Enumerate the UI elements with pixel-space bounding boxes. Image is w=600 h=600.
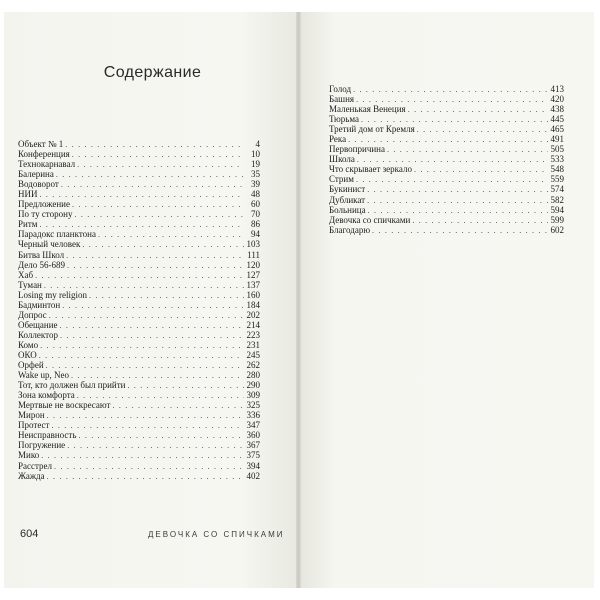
toc-leader-dots bbox=[72, 200, 244, 210]
toc-entry bbox=[329, 114, 564, 124]
toc-entry bbox=[18, 370, 260, 380]
toc-entry bbox=[18, 400, 260, 410]
toc-entry-page: 35 bbox=[251, 169, 260, 180]
toc-entry bbox=[329, 164, 564, 174]
toc-entry-title: Протест bbox=[18, 420, 50, 431]
toc-entry-title: Неисправность bbox=[18, 430, 77, 441]
toc-entry-title: По ту сторону bbox=[18, 209, 73, 220]
toc-entry-title: Объект № 1 bbox=[18, 139, 64, 149]
toc-entry-title: Башня bbox=[329, 94, 355, 105]
toc-entry-page: 48 bbox=[251, 189, 260, 200]
toc-entry bbox=[18, 300, 260, 310]
toc-entry-title: Парадокс планктона bbox=[18, 229, 96, 240]
toc-leader-dots bbox=[414, 165, 548, 175]
toc-entry-page: 137 bbox=[246, 279, 260, 290]
toc-leader-dots bbox=[372, 226, 548, 236]
toc-entry-page: 280 bbox=[246, 370, 260, 381]
toc-entry-title: НИИ bbox=[18, 189, 38, 200]
book-gutter bbox=[296, 12, 301, 588]
toc-entry bbox=[329, 184, 564, 194]
toc-entry-title: Тюрьма bbox=[329, 114, 360, 125]
toc-entry bbox=[18, 290, 260, 300]
toc-leader-dots bbox=[387, 145, 548, 155]
toc-entry bbox=[18, 199, 260, 209]
toc-entry-page: 160 bbox=[246, 289, 260, 300]
toc-entry-title: Дело 56-689 bbox=[18, 259, 65, 270]
toc-leader-dots bbox=[47, 411, 244, 421]
toc-entry-title: Конференция bbox=[18, 149, 70, 160]
toc-right-column bbox=[329, 84, 564, 235]
toc-entry bbox=[329, 154, 564, 164]
toc-leader-dots bbox=[35, 271, 244, 281]
toc-leader-dots bbox=[417, 125, 548, 135]
toc-leader-dots bbox=[65, 140, 244, 150]
toc-entry bbox=[18, 430, 260, 440]
toc-entry-title: Букинист bbox=[329, 184, 366, 195]
toc-entry-title: Мико bbox=[18, 450, 40, 461]
toc-entry bbox=[329, 215, 564, 225]
toc-entry bbox=[18, 139, 260, 149]
toc-leader-dots bbox=[67, 261, 244, 271]
toc-entry bbox=[329, 124, 564, 134]
toc-entry bbox=[18, 169, 260, 179]
toc-entry-page: 491 bbox=[550, 134, 564, 145]
toc-entry-title: Мертвые не воскресают bbox=[18, 400, 111, 411]
toc-entry-title: Третий дом от Кремля bbox=[329, 124, 415, 135]
toc-entry-title: Река bbox=[329, 134, 347, 145]
toc-entry bbox=[329, 205, 564, 215]
toc-entry-page: 336 bbox=[246, 410, 260, 421]
toc-leader-dots bbox=[72, 150, 244, 160]
toc-entry-page: 120 bbox=[246, 259, 260, 270]
toc-entry-title: Дубликат bbox=[329, 194, 366, 205]
toc-entry-title: Допрос bbox=[18, 309, 47, 320]
toc-entry-page: 70 bbox=[251, 209, 260, 220]
toc-entry-title: Обещание bbox=[18, 319, 58, 330]
toc-entry-title: Предложение bbox=[18, 199, 70, 210]
toc-entry-title: Голод bbox=[329, 84, 352, 94]
toc-entry-page: 19 bbox=[251, 159, 260, 170]
toc-leader-dots bbox=[39, 351, 244, 361]
toc-entry-page: 445 bbox=[550, 114, 564, 125]
toc-entry-title: Коллектор bbox=[18, 329, 58, 340]
toc-entry bbox=[18, 380, 260, 390]
toc-entry-page: 223 bbox=[246, 329, 260, 340]
toc-entry-title: Девочка со спичками bbox=[329, 214, 411, 225]
toc-leader-dots bbox=[60, 321, 244, 331]
toc-entry-title: Первопричина bbox=[329, 144, 385, 155]
toc-leader-dots bbox=[98, 230, 244, 240]
toc-entry-page: 599 bbox=[550, 214, 564, 225]
toc-leader-dots bbox=[51, 421, 244, 431]
toc-entry bbox=[18, 330, 260, 340]
toc-leader-dots bbox=[54, 462, 244, 472]
toc-entry-title: Орфей bbox=[18, 360, 44, 371]
toc-entry bbox=[329, 94, 564, 104]
toc-leader-dots bbox=[40, 190, 245, 200]
toc-entry-page: 394 bbox=[246, 460, 260, 471]
toc-entry-title: Расстрел bbox=[18, 460, 53, 471]
toc-entry bbox=[18, 340, 260, 350]
toc-entry-title: Больница bbox=[329, 204, 366, 215]
toc-leader-dots bbox=[46, 361, 244, 371]
toc-entry-page: 559 bbox=[550, 174, 564, 185]
toc-entry bbox=[18, 310, 260, 320]
toc-entry-page: 360 bbox=[246, 430, 260, 441]
toc-entry-title: Маленькая Венеция bbox=[329, 104, 406, 115]
toc-entry-page: 594 bbox=[550, 204, 564, 215]
toc-entry bbox=[18, 149, 260, 159]
toc-entry-title: Losing my religion bbox=[18, 289, 87, 300]
toc-entry bbox=[18, 440, 260, 450]
toc-leader-dots bbox=[66, 251, 244, 261]
toc-leader-dots bbox=[56, 170, 244, 180]
toc-entry-page: 420 bbox=[550, 94, 564, 105]
toc-entry-title: Черный человек bbox=[18, 239, 81, 250]
toc-leader-dots bbox=[356, 175, 548, 185]
toc-entry bbox=[18, 461, 260, 471]
toc-entry-title: Благодарю bbox=[329, 224, 371, 235]
toc-entry bbox=[329, 195, 564, 205]
toc-leader-dots bbox=[367, 196, 548, 206]
toc-entry-title: Балерина bbox=[18, 169, 54, 180]
toc-leader-dots bbox=[127, 381, 244, 391]
toc-entry bbox=[18, 179, 260, 189]
toc-entry-page: 413 bbox=[550, 84, 564, 94]
toc-entry bbox=[329, 144, 564, 154]
toc-left-column bbox=[18, 139, 260, 481]
toc-leader-dots bbox=[61, 180, 244, 190]
toc-entry bbox=[18, 320, 260, 330]
toc-entry-page: 533 bbox=[550, 154, 564, 165]
toc-leader-dots bbox=[60, 331, 244, 341]
toc-entry bbox=[329, 84, 564, 94]
toc-leader-dots bbox=[412, 216, 548, 226]
toc-entry-title: Битва Школ bbox=[18, 249, 65, 260]
toc-leader-dots bbox=[89, 291, 244, 301]
toc-entry-page: 602 bbox=[550, 224, 564, 235]
toc-entry bbox=[18, 260, 260, 270]
toc-entry-page: 60 bbox=[251, 199, 260, 210]
toc-entry-title: Ритм bbox=[18, 219, 38, 230]
toc-entry-page: 10 bbox=[251, 149, 260, 160]
toc-entry bbox=[18, 350, 260, 360]
toc-entry-page: 375 bbox=[246, 450, 260, 461]
toc-entry-title: Wake up, Neo bbox=[18, 370, 70, 381]
toc-entry bbox=[329, 174, 564, 184]
toc-entry bbox=[18, 209, 260, 219]
toc-entry-page: 347 bbox=[246, 420, 260, 431]
toc-entry-title: Школа bbox=[329, 154, 355, 165]
toc-entry-page: 4 bbox=[255, 139, 260, 149]
toc-entry-title: Погружение bbox=[18, 440, 66, 451]
toc-entry-title: Комо bbox=[18, 339, 39, 350]
toc-leader-dots bbox=[82, 240, 244, 250]
toc-entry-page: 290 bbox=[246, 380, 260, 391]
toc-entry bbox=[329, 134, 564, 144]
toc-entry bbox=[329, 104, 564, 114]
toc-entry-page: 582 bbox=[550, 194, 564, 205]
toc-leader-dots bbox=[367, 185, 548, 195]
toc-entry bbox=[18, 471, 260, 481]
toc-leader-dots bbox=[47, 472, 244, 482]
toc-entry-page: 309 bbox=[246, 390, 260, 401]
running-head: ДЕВОЧКА СО СПИЧКАМИ bbox=[148, 530, 285, 539]
toc-entry-page: 262 bbox=[246, 360, 260, 371]
toc-entry-page: 127 bbox=[246, 269, 260, 280]
toc-entry-page: 111 bbox=[247, 249, 260, 260]
toc-entry-page: 86 bbox=[251, 219, 260, 230]
toc-leader-dots bbox=[40, 341, 244, 351]
page-number: 604 bbox=[20, 528, 39, 540]
contents-heading: Содержание bbox=[103, 64, 202, 81]
toc-leader-dots bbox=[353, 85, 548, 95]
toc-entry-page: 202 bbox=[246, 309, 260, 320]
toc-entry-page: 548 bbox=[550, 164, 564, 175]
toc-entry-page: 438 bbox=[550, 104, 564, 115]
toc-leader-dots bbox=[67, 441, 244, 451]
toc-entry-page: 574 bbox=[550, 184, 564, 195]
toc-entry-page: 465 bbox=[550, 124, 564, 135]
toc-leader-dots bbox=[41, 451, 244, 461]
toc-leader-dots bbox=[78, 431, 244, 441]
toc-entry-title: ОКО bbox=[18, 349, 37, 360]
toc-entry-page: 184 bbox=[246, 299, 260, 310]
toc-entry-page: 214 bbox=[246, 319, 260, 330]
toc-entry-page: 505 bbox=[550, 144, 564, 155]
toc-entry-title: Хаб bbox=[18, 269, 34, 280]
toc-leader-dots bbox=[77, 160, 244, 170]
toc-entry bbox=[18, 239, 260, 249]
toc-entry bbox=[18, 360, 260, 370]
toc-entry-title: Что скрывает зеркало bbox=[329, 164, 412, 175]
toc-entry bbox=[18, 219, 260, 229]
toc-entry bbox=[18, 410, 260, 420]
toc-entry bbox=[18, 420, 260, 430]
toc-entry-page: 94 bbox=[251, 229, 260, 240]
toc-entry-title: Жажда bbox=[18, 470, 45, 481]
toc-leader-dots bbox=[74, 210, 244, 220]
toc-entry-page: 325 bbox=[246, 400, 260, 411]
toc-entry-title: Бадминтон bbox=[18, 299, 61, 310]
toc-entry bbox=[18, 159, 260, 169]
toc-entry bbox=[18, 189, 260, 199]
toc-entry-page: 367 bbox=[246, 440, 260, 451]
toc-leader-dots bbox=[49, 311, 244, 321]
toc-leader-dots bbox=[62, 301, 244, 311]
toc-leader-dots bbox=[408, 105, 548, 115]
toc-entry-page: 39 bbox=[251, 179, 260, 190]
toc-entry-page: 103 bbox=[246, 239, 260, 250]
toc-entry-page: 402 bbox=[246, 470, 260, 481]
toc-entry-title: Туман bbox=[18, 279, 42, 290]
toc-entry bbox=[18, 250, 260, 260]
toc-entry-page: 245 bbox=[246, 349, 260, 360]
toc-entry-title: Водоворот bbox=[18, 179, 59, 190]
toc-entry-title: Стрим bbox=[329, 174, 354, 185]
toc-entry bbox=[18, 450, 260, 460]
toc-entry bbox=[18, 270, 260, 280]
toc-entry bbox=[18, 390, 260, 400]
toc-entry-title: Зона комфорта bbox=[18, 390, 75, 401]
toc-entry bbox=[18, 280, 260, 290]
toc-entry-page: 231 bbox=[246, 339, 260, 350]
toc-leader-dots bbox=[112, 401, 244, 411]
toc-entry-title: Мирон bbox=[18, 410, 45, 421]
toc-entry bbox=[18, 229, 260, 239]
toc-entry-title: Тот, кто должен был прийти bbox=[18, 380, 126, 391]
toc-entry bbox=[329, 225, 564, 235]
toc-entry-title: Технокарнавал bbox=[18, 159, 76, 170]
